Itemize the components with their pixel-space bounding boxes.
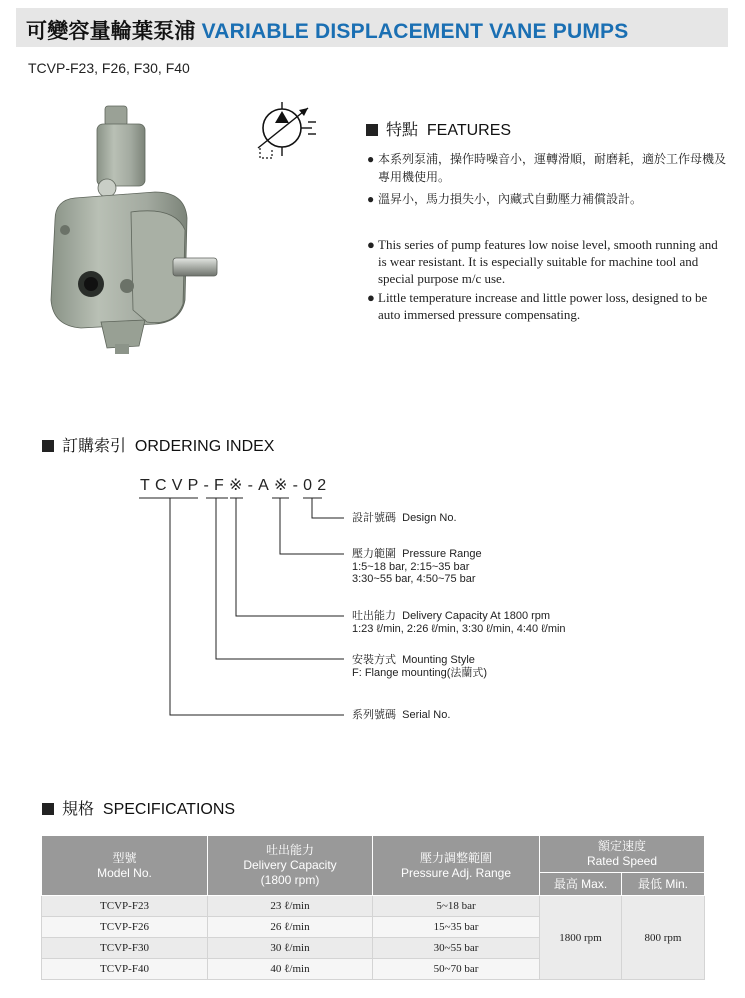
vane-pump-photo [35,100,225,360]
order-code: TCVP-F※-A※-02 [140,477,332,494]
col-pressure: 壓力調整範圍 Pressure Adj. Range [373,836,540,896]
page-title-en: VARIABLE DISPLACEMENT VANE PUMPS [201,20,629,43]
bullet-icon: ● [367,237,375,252]
list-item: ● This series of pump features low noise level, smooth running and is wear resistant. It is especially suitable for machine tool and special purpose m/c use. [367,237,718,286]
index-pressure-range: 壓力範圍 Pressure Range 1:5~18 bar, 2:15~35 bar 3:30~55 bar, 4:50~75 bar [352,548,482,585]
col-rated-speed: 額定速度 Rated Speed [540,836,705,873]
bullet-icon: ● [367,290,375,305]
list-item: ● 本系列泵浦，操作時噪音小，運轉滑順，耐磨耗，適於工作母機及專用機使用。 [367,152,727,184]
bullet-icon: ● [367,152,375,166]
page-title [26,15,628,45]
table-row: TCVP-F23 23 ℓ/min 5~18 bar 1800 rpm 800 rpm [42,896,705,917]
features-heading: 特點 FEATURES [366,117,511,140]
index-design-no: 設計號碼 Design No. [352,512,457,524]
list-item: ● Little temperature increase and little power loss, designed to be auto immersed pressure compensating. [367,290,708,322]
features-list-en [367,236,727,325]
col-delivery: 吐出能力 Delivery Capacity (1800 rpm) [208,836,373,896]
square-bullet-icon [42,440,54,452]
model-list: TCVP-F23, F26, F30, F40 [28,60,190,76]
specs-table [41,835,705,980]
list-item: ● 溫昇小，馬力損失小，內藏式自動壓力補償設計。 [367,192,643,206]
col-speed-max: 最高 Max. [540,873,622,896]
square-bullet-icon [42,803,54,815]
table-row: TCVP-F40 40 ℓ/min 50~70 bar [42,959,705,980]
specs-heading: 規格 SPECIFICATIONS [42,796,235,819]
index-delivery-capacity: 吐出能力 Delivery Capacity At 1800 rpm 1:23 ℓ/min, 2:26 ℓ/min, 3:30 ℓ/min, 4:40 ℓ/min [352,610,566,635]
col-speed-min: 最低 Min. [622,873,705,896]
ordering-heading: 訂購索引 ORDERING INDEX [42,433,274,456]
index-mounting-style: 安裝方式 Mounting Style F: Flange mounting(法蘭式) [352,654,488,679]
page-title-zh: 可變容量輪葉泵浦 [26,20,196,43]
rated-max-cell: 1800 rpm [540,896,622,980]
bullet-icon: ● [367,192,375,206]
square-bullet-icon [366,124,378,136]
col-model: 型號 Model No. [42,836,208,896]
features-list-zh [367,150,727,212]
table-row: TCVP-F30 30 ℓ/min 30~55 bar [42,938,705,959]
table-row: TCVP-F26 26 ℓ/min 15~35 bar [42,917,705,938]
index-serial-no: 系列號碼 Serial No. [352,709,451,721]
rated-min-cell: 800 rpm [622,896,705,980]
variable-pump-symbol [256,98,326,166]
